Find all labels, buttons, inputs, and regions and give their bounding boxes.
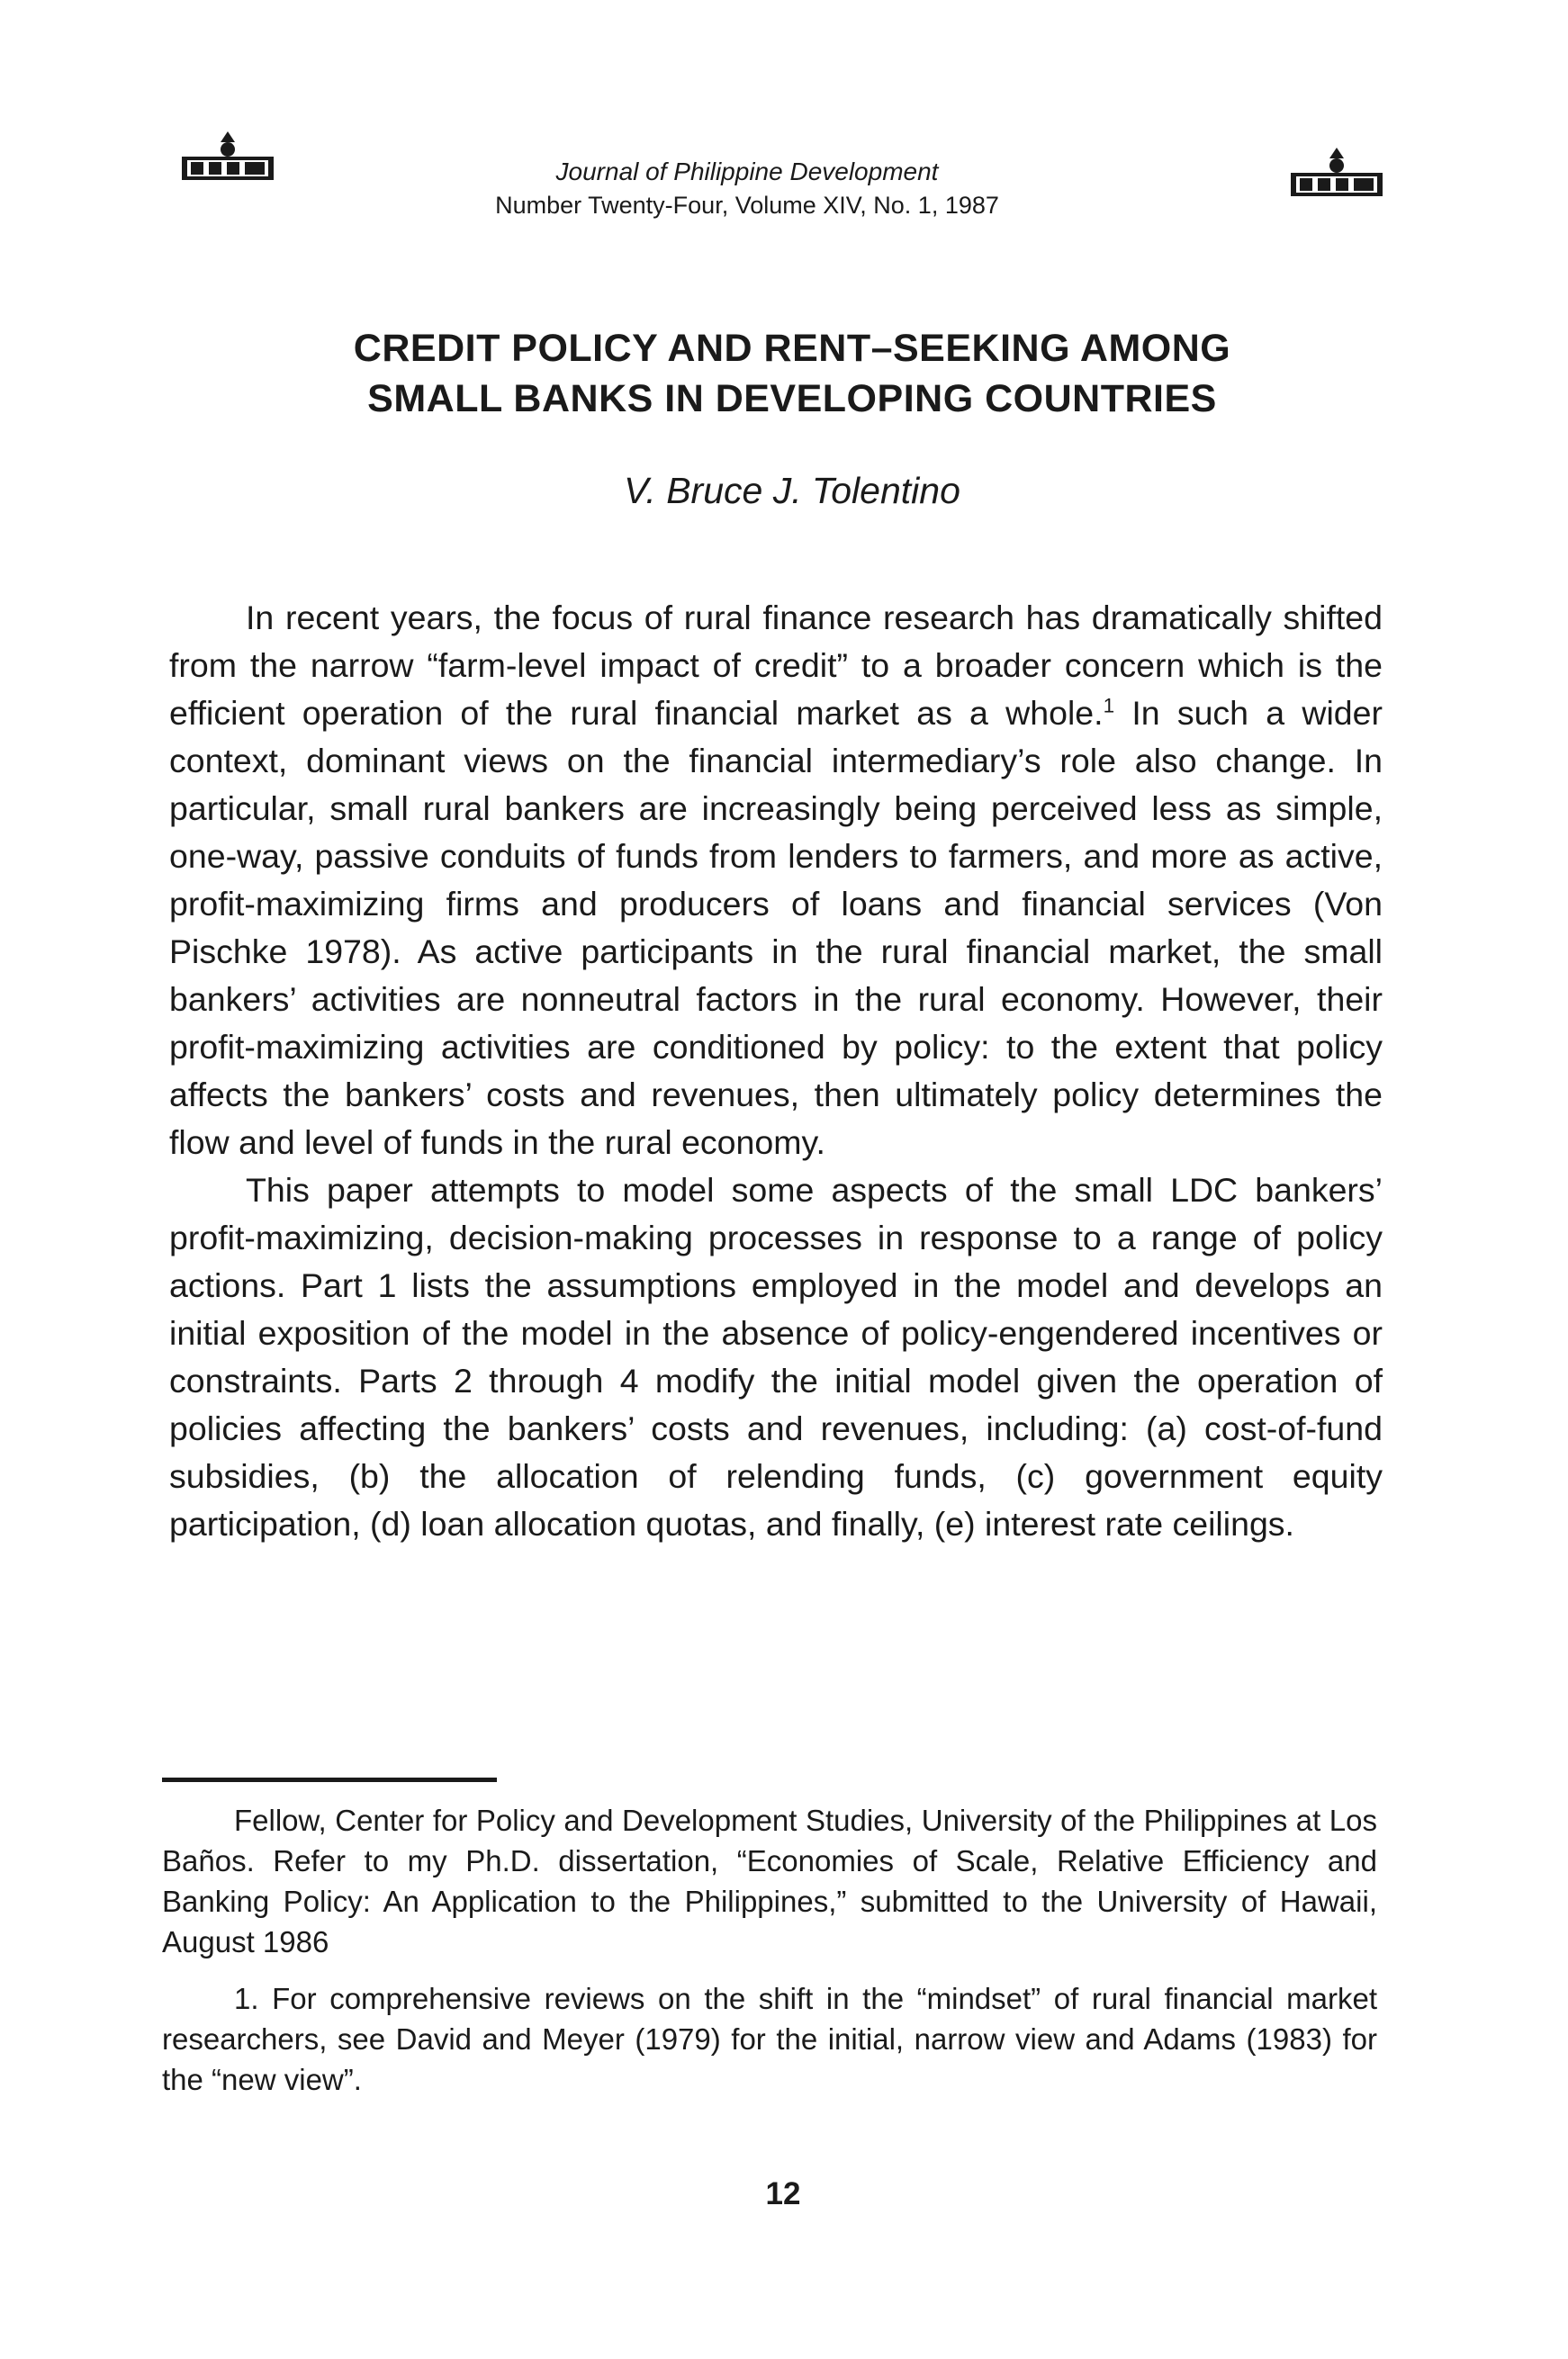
paragraph-1-text-b: In such a wider context, dominant views on the financial intermediary’s role also change. In particular, small rural bankers are increasingly being perceived less as simple, one-way, passive conduits of funds from lenders to farmers, and more as active, profit-maximizing firms and producers of loans and financial services (Von Pischke 1978). As active participants in the rural financial market, the small bankers’ activities are nonneutral factors in the rural economy. However, their profit-maximizing activities are conditioned by policy: to the extent that policy affects the bankers’ costs and revenues, then ultimately policy determines the flow and level of funds in the rural economy. [169,694,1383,1161]
title-line-2: SMALL BANKS IN DEVELOPING COUNTRIES [367,376,1217,420]
journal-name: Journal of Philippine Development [555,158,939,185]
footnote-1: 1. For comprehensive reviews on the shift in the “mindset” of rural financial market researchers, see David and Meyer (1979) for the initial, narrow view and Adams (1983) for the “new view”. [162,1982,1377,2096]
pids-logo-left-icon [178,128,277,185]
pids-logo-left [178,128,277,185]
article-author: V. Bruce J. Tolentino [624,470,960,511]
page-number: 12 [765,2176,801,2211]
article-title [297,324,1287,425]
title-line-1: CREDIT POLICY AND RENT–SEEKING AMONG [353,327,1231,370]
pids-logo-right-icon [1287,144,1386,202]
footnotes [162,1800,1377,2100]
footnote-divider [162,1778,497,1782]
issue-line: Number Twenty-Four, Volume XIV, No. 1, 1987 [495,191,999,219]
body-paragraph-1 [169,594,1383,1166]
paragraph-1-text-a: In recent years, the focus of rural finance research has dramatically shifted from the narrow “farm-level impact of credit” to a broader concern which is the efficient operation of the rural financial market as a whole. [169,599,1383,732]
body-paragraph-2: This paper attempts to model some aspects of the small LDC bankers’ profit-maximizing, decision-making processes in response to a range of policy actions. Part 1 lists the assumptions employed in the model and develops an initial exposition of the model in the absence of policy-engendered incentives or constraints. Parts 2 through 4 modify the initial model given the operation of policies affecting the bankers’ costs and revenues, including: (a) cost-of-fund subsidies, (b) the allocation of relending funds, (c) government equity participation, (d) loan allocation quotas, and finally, (e) interest rate ceilings. [169,1171,1383,1543]
author-affiliation-note: Fellow, Center for Policy and Development Studies, University of the Philippines at Los Baños. Refer to my Ph.D. dissertation, “Economies of Scale, Relative Efficiency and Banking Policy: An Application to the Philippines,” submitted to the University of Hawaii, August 1986 [162,1804,1377,1958]
pids-logo-right [1287,144,1386,202]
article-body [169,594,1383,1548]
footnote-ref-1: 1 [1103,694,1115,717]
running-header [360,155,1134,221]
